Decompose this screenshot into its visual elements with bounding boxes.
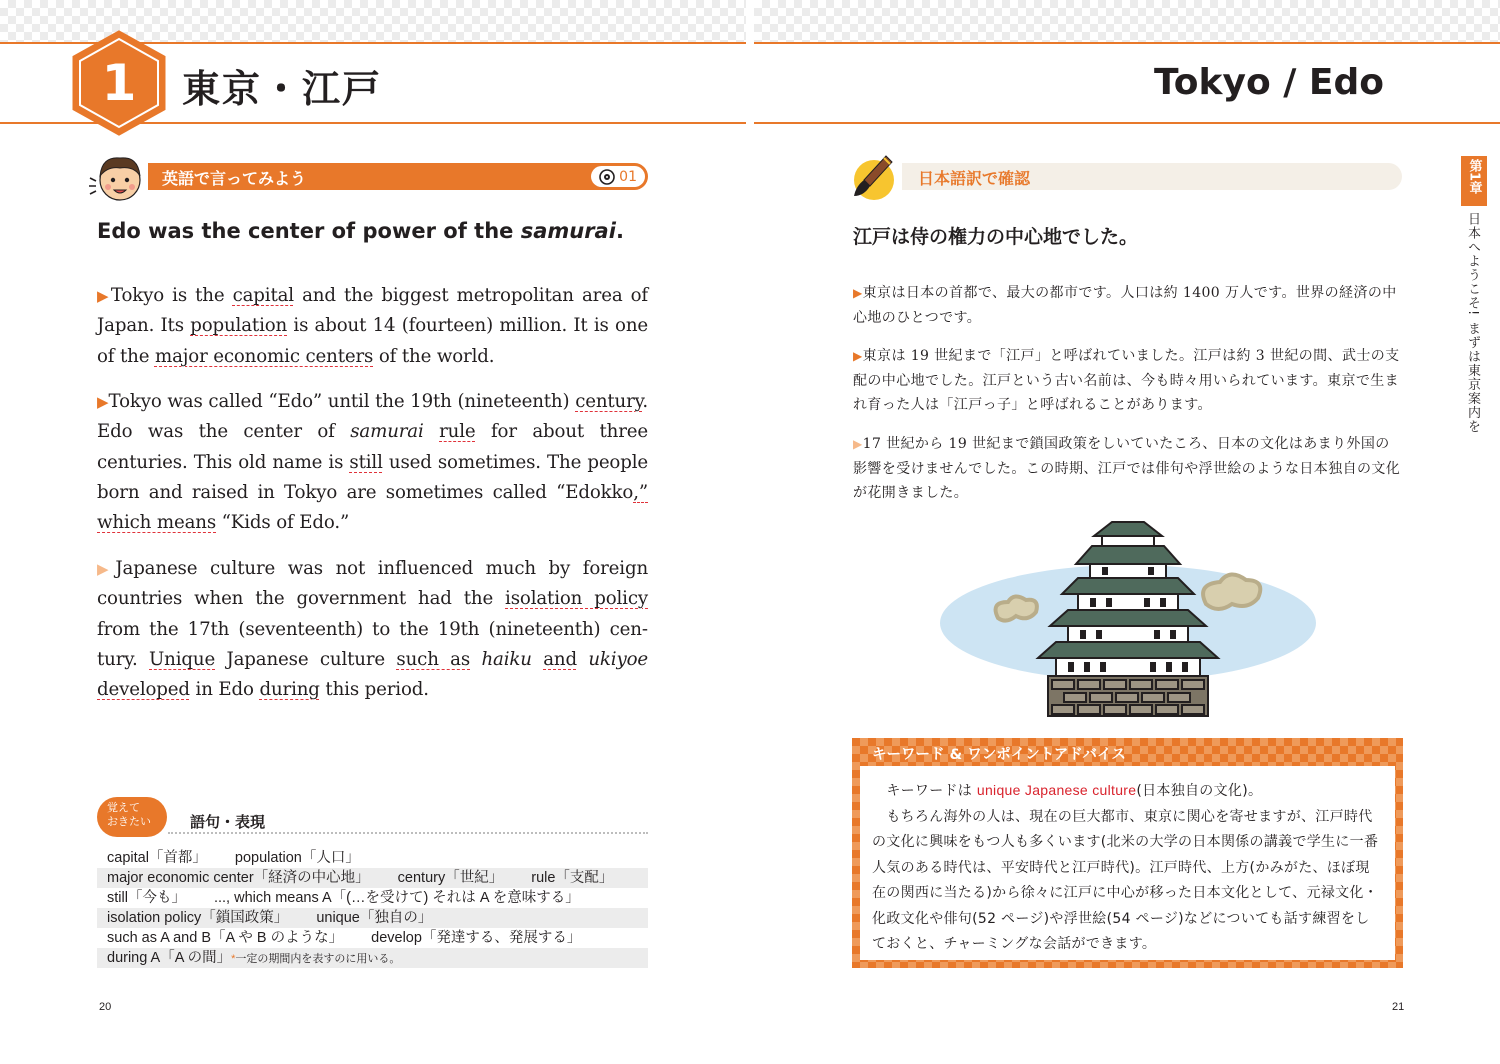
vocab-item: isolation policy「鎖国政策」 xyxy=(107,910,289,926)
paragraph-marker-icon: ▶ xyxy=(97,287,111,305)
paragraph-marker-icon: ▶ xyxy=(853,286,863,300)
paragraph-marker-icon: ▶ xyxy=(97,393,109,411)
vocab-item: capital「首都」 xyxy=(107,850,207,866)
advice-text xyxy=(872,805,1381,958)
vocab-row xyxy=(97,948,648,968)
vocab-note-mark: * xyxy=(231,953,236,965)
japanese-paragraph-text: 東京は 19 世紀まで「江戸」と呼ばれていました。江戸は約 3 世紀の間、武士の支配の中心地でした。江戸という古い名前は、今も時々用いられています。東京で生まれ育った人は「江戸っ子」と呼ばれることがあります。 xyxy=(853,348,1400,413)
vocab-item: century「世紀」 xyxy=(397,870,504,886)
section-header-english xyxy=(148,163,648,190)
top-pattern-right xyxy=(754,0,1500,42)
keyword-advice-box xyxy=(852,738,1403,968)
section-label-english: 英語で言ってみよう xyxy=(162,169,307,188)
page-number-left: 20 xyxy=(99,1001,112,1013)
vocab-row xyxy=(97,868,648,888)
memorize-badge-line-2: おきたい xyxy=(107,815,151,828)
advice-body: もちろん海外の人は、現在の巨大都市、東京に関心を寄せますが、江戸時代の文化に興味をもつ人も多くいます(北米の大学の日本関係の講義で学生に一番人気のある時代は、平安時代と江戸時代)。江戸時代、上方(かみがた、ほぼ現在の関西に当たる)から徐々に江戸に中心が移った日本文化として、元禄文化・化政文化や俳句(52 ページ)や浮世絵(54 ページ)などについても話す練習をしておくと、チャーミングな会話ができます。 xyxy=(872,808,1379,952)
vocab-item: population「人口」 xyxy=(234,850,360,866)
japanese-paragraph-1 xyxy=(853,281,1403,330)
vocab-item: unique「独自の」 xyxy=(316,910,433,926)
section-header-japanese xyxy=(902,163,1402,190)
headline-italic: samurai xyxy=(520,219,616,243)
vocab-item: ..., which means A「(…を受けて) それは A を意味する」 xyxy=(213,890,580,906)
vocab-item: still「今も」 xyxy=(107,890,186,906)
vocab-note: 一定の期間内を表すのに用いる。 xyxy=(235,953,401,965)
edo-castle-illustration xyxy=(938,518,1318,728)
japanese-headline: 江戸は侍の権力の中心地でした。 xyxy=(853,226,1139,248)
section-label-japanese: 日本語訳で確認 xyxy=(918,169,1031,188)
header-rule-bottom-right xyxy=(754,122,1500,124)
english-headline xyxy=(97,219,624,243)
vocab-divider xyxy=(168,832,648,834)
chapter-number: 1 xyxy=(101,54,137,112)
japanese-paragraph-text: 17 世紀から 19 世紀まで鎖国政策をしいていたころ、日本の文化はあまり外国の影響を受けませんでした。この時期、江戸では俳句や浮世絵のような日本独自の文化が花開きました。 xyxy=(853,436,1401,501)
keyword-box-content xyxy=(860,766,1395,960)
vocab-item: such as A and B「A や B のような」 xyxy=(107,930,344,946)
memorize-badge-line-1: 覚えて xyxy=(107,801,140,814)
keyword-suffix: (日本独自の文化)。 xyxy=(1136,783,1263,799)
vocab-item: during A「A の間」 xyxy=(107,950,232,966)
page-gutter xyxy=(746,0,754,1064)
english-paragraph-3: ▶Japanese culture was not influenced much by foreign countries when the government had the isolation policy from the 17th (seventeenth) to the 19th (nineteenth) century. Unique Japanese culture such as haiku and ukiyoe developed in Edo during this period. xyxy=(97,558,649,701)
audio-track-number: 01 xyxy=(619,168,637,185)
english-paragraph-2: ▶Tokyo was called “Edo” until the 19th (nineteenth) century. Edo was the center of samurai rule for about three centuries. This old name is still used sometimes. The people born and raised in Tokyo are sometimes called “Edokko,” which means “Kids of Edo.” xyxy=(97,391,649,534)
chapter-title-en: Tokyo / Edo xyxy=(1154,62,1384,103)
vocab-row xyxy=(97,848,648,868)
chapter-title-jp: 東京・江戸 xyxy=(182,67,383,111)
vocab-title: 語句・表現 xyxy=(190,813,266,831)
vocab-row xyxy=(97,908,648,928)
headline-period: . xyxy=(615,219,624,243)
chapter-side-tab-label: 第1章 xyxy=(1466,159,1482,195)
keyword-box-title: キーワード & ワンポイントアドバイス xyxy=(872,747,1126,763)
header-rule-top-right xyxy=(754,42,1500,44)
boy-avatar-icon xyxy=(86,148,154,208)
english-paragraph-1: ▶Tokyo is the capital and the biggest metropolitan area of Japan. Its population is about 14 (fourteen) million. It is one of the major economic centers of the world. xyxy=(97,285,649,367)
paragraph-marker-icon: ▶ xyxy=(97,560,116,578)
memorize-badge xyxy=(97,797,167,837)
vocab-row xyxy=(97,888,648,908)
vocab-item: develop「発達する、発展する」 xyxy=(371,930,582,946)
keyword-prefix: キーワードは xyxy=(886,783,977,799)
paragraph-marker-icon: ▶ xyxy=(853,437,863,451)
paragraph-marker-icon: ▶ xyxy=(853,349,863,363)
vocab-item: rule「支配」 xyxy=(531,870,614,886)
chapter-side-title: 日本へようこそ! まずは東京案内を xyxy=(1465,212,1480,434)
cd-icon xyxy=(599,169,615,185)
japanese-paragraph-3 xyxy=(853,432,1403,506)
page-number-right: 21 xyxy=(1392,1001,1405,1013)
vocab-item: major economic center「経済の中心地」 xyxy=(107,870,370,886)
vocab-row xyxy=(97,928,648,948)
chapter-number-badge xyxy=(72,30,166,136)
chapter-side-tab[interactable] xyxy=(1461,156,1487,206)
brush-icon xyxy=(848,150,900,202)
headline-text: Edo was the center of power of the xyxy=(97,219,521,243)
keyword-line xyxy=(872,778,1381,805)
audio-track-badge[interactable] xyxy=(591,166,645,187)
japanese-paragraph-2 xyxy=(853,344,1403,418)
japanese-paragraph-text: 東京は日本の首都で、最大の都市です。人口は約 1400 万人です。世界の経済の中心地のひとつです。 xyxy=(853,285,1397,326)
keyword-highlight: unique Japanese culture xyxy=(976,782,1137,798)
